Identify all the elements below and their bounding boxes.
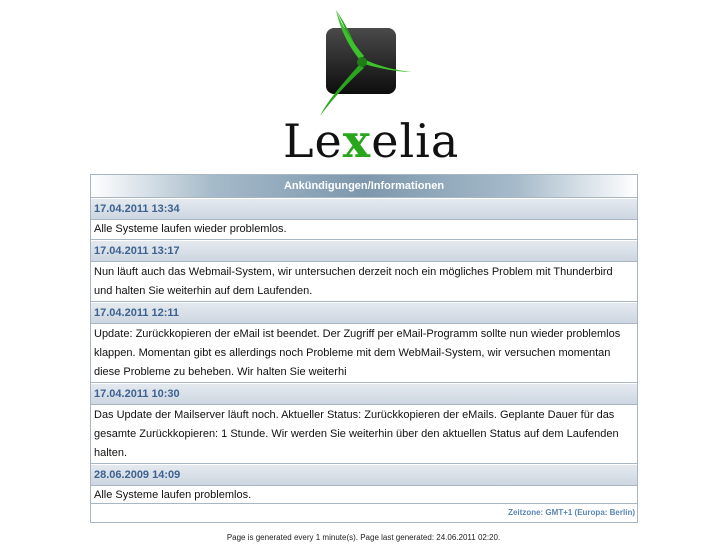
entry-text: Update: Zurückkopieren der eMail ist beendet. Der Zugriff per eMail-Programm sollte nun wieder problemlos klappen. Momentan gibt es allerdings noch Probleme mit dem WebMail-System, wir versuchen momentan diese Probleme zu beheben. Wir halten Sie weiterhi [91, 324, 637, 383]
entry-text: Alle Systeme laufen wieder problemlos. [91, 220, 637, 240]
entry-date: 17.04.2011 12:11 [91, 302, 637, 324]
lexelia-wordmark [283, 113, 460, 169]
lexelia-logo-icon [316, 8, 414, 120]
announcement-entry [91, 464, 637, 505]
entry-date: 17.04.2011 10:30 [91, 383, 637, 405]
lexelia-logo [280, 8, 460, 168]
wordmark-part: Le [283, 114, 343, 168]
announcement-entry [91, 383, 637, 464]
announcement-entry [91, 240, 637, 302]
entry-date: 17.04.2011 13:34 [91, 198, 637, 220]
announcement-entry [91, 198, 637, 240]
entry-date: 17.04.2011 13:17 [91, 240, 637, 262]
entry-text: Nun läuft auch das Webmail-System, wir untersuchen derzeit noch ein mögliches Problem mit Thunderbird und halten Sie weiterhin auf dem Laufenden. [91, 262, 637, 302]
wordmark-part: elia [371, 114, 460, 168]
panel-title: Ankündigungen/Informationen [91, 175, 637, 198]
page-footer: Page is generated every 1 minute(s). Page last generated: 24.06.2011 02:20. [226, 533, 501, 542]
timezone-info: Zeitzone: GMT+1 (Europa: Berlin) [90, 503, 638, 523]
entry-text: Das Update der Mailserver läuft noch. Aktueller Status: Zurückkopieren der eMails. Geplante Dauer für das gesamte Zurückkopieren: 1 Stunde. Wir werden Sie weiterhin über den aktuellen Status auf dem Laufenden halten. [91, 405, 637, 464]
entry-text: Alle Systeme laufen problemlos. [94, 489, 252, 501]
announcement-entry [91, 302, 637, 383]
announcements-panel [90, 174, 638, 506]
entry-date: 28.06.2009 14:09 [91, 464, 637, 486]
wordmark-accent: x [342, 114, 372, 168]
